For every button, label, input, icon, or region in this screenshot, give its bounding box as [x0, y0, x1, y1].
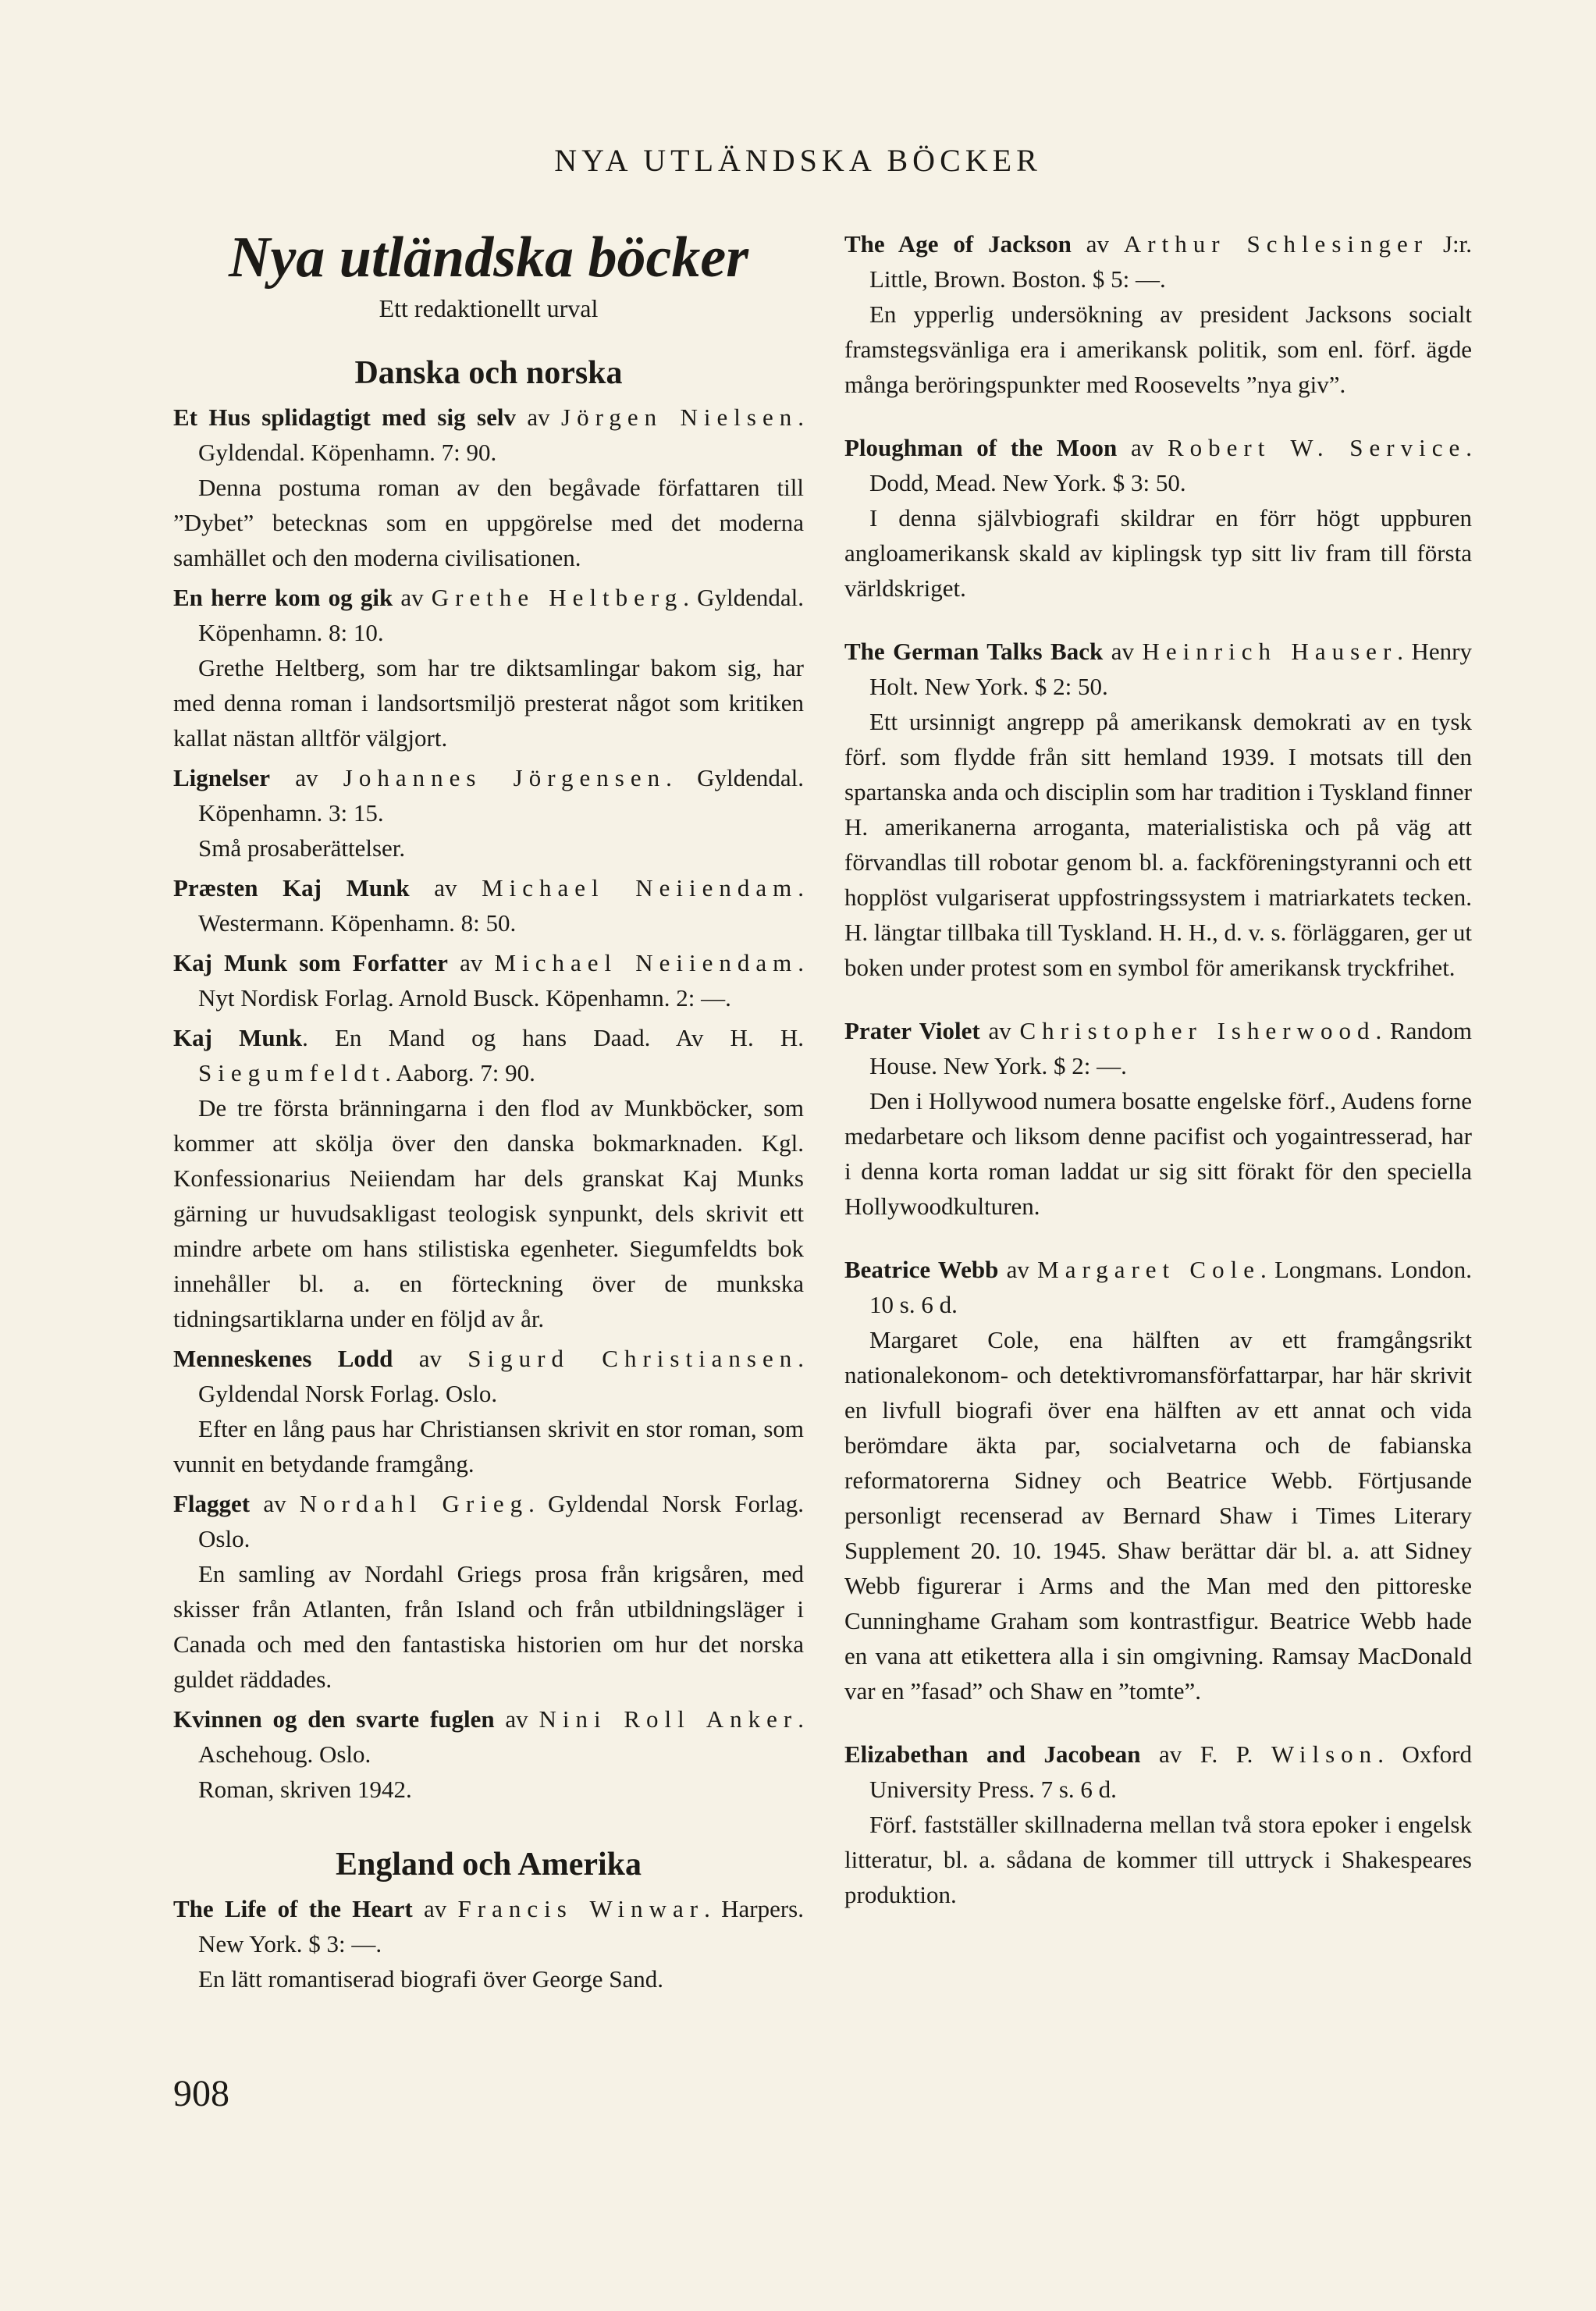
bibliographic-line — [173, 1341, 804, 1411]
bibliographic-line — [173, 1020, 804, 1090]
book-author: Jörgen Nielsen — [561, 404, 798, 432]
book-title: Kvinnen og den svarte fuglen — [173, 1705, 495, 1733]
book-title: En herre kom og gik — [173, 584, 393, 612]
bibliographic-line — [173, 760, 804, 830]
book-title: Lignelser — [173, 764, 270, 792]
book-description: En samling av Nordahl Griegs prosa från krigsåren, med skisser från Atlanten, från Island och från utbildningsläger i Canada och med den fantastiska historien om hur det norska guldet räddades. — [173, 1560, 804, 1694]
book-title: Menneskenes Lodd — [173, 1345, 393, 1373]
article-subtitle: Ett redaktionellt urval — [379, 294, 599, 323]
book-entry — [173, 945, 804, 1015]
article-title: Nya utländska böcker — [229, 226, 748, 290]
left-column — [173, 226, 804, 2001]
book-author: Sigurd Christiansen — [467, 1345, 798, 1373]
bibliographic-line — [844, 1252, 1472, 1322]
book-entry — [844, 634, 1472, 985]
book-by: av — [1103, 638, 1143, 665]
book-publisher: J:r. Little, Brown. Boston. $ 5: —. — [869, 230, 1473, 293]
book-entry — [844, 226, 1472, 402]
book-entry — [844, 1737, 1472, 1912]
book-publisher: . Gyldendal Norsk Forlag. Oslo. — [198, 1345, 805, 1408]
book-publisher: . Gyldendal. Köpenhamn. 8: 10. — [198, 584, 804, 647]
book-author: Siegumfeldt — [198, 1059, 386, 1087]
book-entry — [173, 870, 804, 940]
book-author: Wilson — [1271, 1740, 1378, 1768]
book-title: Beatrice Webb — [844, 1256, 999, 1283]
section-heading-danska-norska: Danska och norska — [354, 355, 623, 392]
book-author: Grethe Heltberg — [431, 584, 684, 612]
bibliographic-line — [173, 1891, 804, 1961]
book-title: Elizabethan and Jacobean — [844, 1740, 1141, 1768]
book-by: av — [515, 404, 562, 432]
book-by: . En Mand og hans Daad. Av H. H. — [302, 1024, 804, 1052]
book-author: Christopher Isherwood — [1019, 1017, 1376, 1044]
book-title: The Life of the Heart — [173, 1895, 413, 1923]
book-publisher: . Aaborg. 7: 90. — [385, 1059, 535, 1087]
book-author: Michael Neiiendam — [482, 874, 798, 902]
book-by: av — [494, 1705, 539, 1733]
book-entry — [173, 1020, 804, 1336]
book-by: av — [979, 1017, 1020, 1044]
book-by: av — [393, 1345, 468, 1373]
book-title: Flagget — [173, 1490, 251, 1518]
book-publisher: . Aschehoug. Oslo. — [198, 1705, 805, 1769]
book-by: av — [393, 584, 432, 612]
book-author: Margaret Cole — [1037, 1256, 1260, 1283]
book-entry — [173, 400, 804, 575]
book-publisher: . Gyldendal. Köpenhamn. 7: 90. — [198, 404, 804, 467]
bibliographic-line — [173, 945, 804, 1015]
book-by: av — [270, 764, 343, 792]
book-description: Denna postuma roman av den begåvade författaren till ”Dybet” betecknas som en uppgörelse med det moderna samhället och den moderna civilisationen. — [173, 474, 804, 572]
book-author: Johannes Jörgensen — [343, 764, 666, 792]
bibliographic-line — [173, 1486, 804, 1556]
book-publisher: . Gyldendal Norsk Forlag. Oslo. — [198, 1490, 805, 1553]
section-heading-england-amerika: England och Amerika — [335, 1847, 642, 1883]
book-description: En ypperlig undersökning av president Jacksons socialt framstegsvänliga era i amerikansk politik, som enl. förf. ägde många beröringspunkter med Roosevelts ”nya giv”. — [844, 300, 1472, 398]
book-title: The German Talks Back — [844, 638, 1104, 665]
book-description: En lätt romantiserad biografi över George Sand. — [198, 1965, 663, 1993]
running-head: NYA UTLÄNDSKA BÖCKER — [554, 143, 1042, 178]
book-description: Små prosaberättelser. — [198, 834, 406, 862]
book-entry — [173, 760, 804, 866]
book-by: av — [250, 1490, 300, 1518]
book-author: Francis Winwar — [457, 1895, 705, 1923]
book-entry — [173, 1341, 804, 1481]
bibliographic-line — [173, 580, 804, 650]
book-entry — [173, 1891, 804, 1996]
right-column — [844, 226, 1472, 1940]
book-description: Ett ursinnigt angrepp på amerikansk demokrati av en tysk förf. som flydde från sitt hemland 1939. I motsats till den spartanska anda och disciplin som har tradition i Tyskland finner H. amerikanerna arroganta, materialistiska och på väg att förvandlas till robotar genom bl. a. fackföreningstyranni och ett hopplöst vulgariserat uppfostringssystem i matriarkatets tecken. H. längtar tillbaka till Tyskland. H. H., d. v. s. förläggaren, ger ut boken under protest som en symbol för amerikansk tryckfrihet. — [844, 708, 1472, 981]
book-entry — [844, 430, 1472, 606]
bibliographic-line — [173, 400, 804, 470]
book-title: Ploughman of the Moon — [844, 434, 1118, 461]
book-description: Den i Hollywood numera bosatte engelske förf., Audens forne medarbetare och liksom denne pacifist och yogaintresserad, har i denna korta roman laddat ur sig sitt förakt för den speciella Hollywoodkulturen. — [844, 1087, 1472, 1220]
book-by: av — [998, 1256, 1038, 1283]
book-publisher: . Westermann. Köpenhamn. 8: 50. — [198, 874, 804, 937]
book-publisher: . Random House. New York. $ 2: —. — [869, 1017, 1472, 1079]
bibliographic-line — [844, 634, 1472, 704]
book-entry — [173, 580, 804, 756]
book-title: Kaj Munk — [173, 1024, 303, 1052]
bibliographic-line — [844, 1737, 1472, 1807]
book-author: Nordahl Grieg — [299, 1490, 529, 1518]
book-author: Arthur Schlesinger — [1123, 230, 1429, 258]
book-description: Margaret Cole, ena hälften av ett framgångsrikt nationalekonom- och detektivromansförfattarpar, har här skrivit en livfull biografi över ena hälften av ett annat och vida berömdare äkta par, socialvetarna och de fabianska reformatorerna Sidney och Beatrice Webb. Förtjusande personligt recenserad av Bernard Shaw i Times Literary Supplement 20. 10. 1945. Shaw berättar där bl. a. att Sidney Webb figurerar i Arms and the Man med den pittoreske Cunninghame Graham som kontrastfigur. Beatrice Webb hade en vana att etikettera alla i sin omgivning. Ramsay MacDonald var en ”fasad” och Shaw en ”tomte”. — [844, 1326, 1472, 1705]
book-by: av — [447, 949, 495, 977]
book-author: Robert W. Service — [1167, 434, 1466, 461]
book-by: av — [409, 874, 482, 902]
bibliographic-line — [173, 1701, 804, 1772]
book-description: I denna självbiografi skildrar en förr högt uppburen angloamerikansk skald av kiplingsk typ sitt liv fram till första världskriget. — [844, 504, 1472, 602]
bibliographic-line — [844, 226, 1472, 297]
book-publisher: . Longmans. London. 10 s. 6 d. — [869, 1256, 1473, 1318]
bibliographic-line — [844, 430, 1472, 500]
bibliographic-line — [844, 1013, 1472, 1083]
book-entry — [844, 1013, 1472, 1224]
book-author: Michael Neiiendam — [494, 949, 798, 977]
book-title: Prater Violet — [844, 1017, 980, 1044]
book-title: The Age of Jackson — [844, 230, 1072, 258]
book-description: Efter en lång paus har Christiansen skrivit en stor roman, som vunnit en betydande framgång. — [173, 1415, 804, 1478]
book-publisher: . Gyldendal. Köpenhamn. 3: 15. — [198, 764, 804, 827]
book-entry — [844, 1252, 1472, 1708]
book-author: Nini Roll Anker — [539, 1705, 798, 1733]
book-by: av — [412, 1895, 458, 1923]
book-publisher: . Dodd, Mead. New York. $ 3: 50. — [869, 434, 1472, 496]
book-entry — [173, 1701, 804, 1807]
page-number: 908 — [173, 2073, 229, 2114]
book-title: Et Hus splidagtigt med sig selv — [173, 404, 516, 432]
book-publisher: . Nyt Nordisk Forlag. Arnold Busck. Köpenhamn. 2: —. — [198, 949, 804, 1012]
book-title: Kaj Munk som Forfatter — [173, 949, 448, 977]
book-author: Heinrich Hauser — [1142, 638, 1398, 665]
book-by: av — [1071, 230, 1124, 258]
book-by: av F. P. — [1140, 1740, 1271, 1768]
book-entry — [173, 1486, 804, 1697]
book-by: av — [1117, 434, 1168, 461]
book-publisher: . Oxford University Press. 7 s. 6 d. — [869, 1740, 1472, 1803]
book-publisher: . Harpers. New York. $ 3: —. — [198, 1895, 804, 1958]
book-description: Roman, skriven 1942. — [198, 1776, 412, 1804]
bibliographic-line — [173, 870, 804, 940]
book-publisher: . Henry Holt. New York. $ 2: 50. — [869, 638, 1472, 700]
book-description: De tre första bränningarna i den flod av Munkböcker, som kommer att skölja över den danska bokmarknaden. Kgl. Konfessionarius Neiiendam har dels granskat Kaj Munks gärning ur huvudsakligast teologisk synpunkt, dels skrivit ett mindre arbete om hans stilistiska egenheter. Siegumfeldts bok innehåller bl. a. en förteckning över de munkska tidningsartiklarna under en följd av år. — [173, 1094, 804, 1333]
book-description: Grethe Heltberg, som har tre diktsamlingar bakom sig, har med denna roman i landsortsmiljö presterat något som kritiken kallat nästan alltför välgjort. — [173, 654, 804, 752]
book-title: Præsten Kaj Munk — [173, 874, 410, 902]
book-description: Förf. fastställer skillnaderna mellan två stora epoker i engelsk litteratur, bl. a. sådana de kommer till uttryck i Shakespeares produktion. — [844, 1811, 1472, 1908]
